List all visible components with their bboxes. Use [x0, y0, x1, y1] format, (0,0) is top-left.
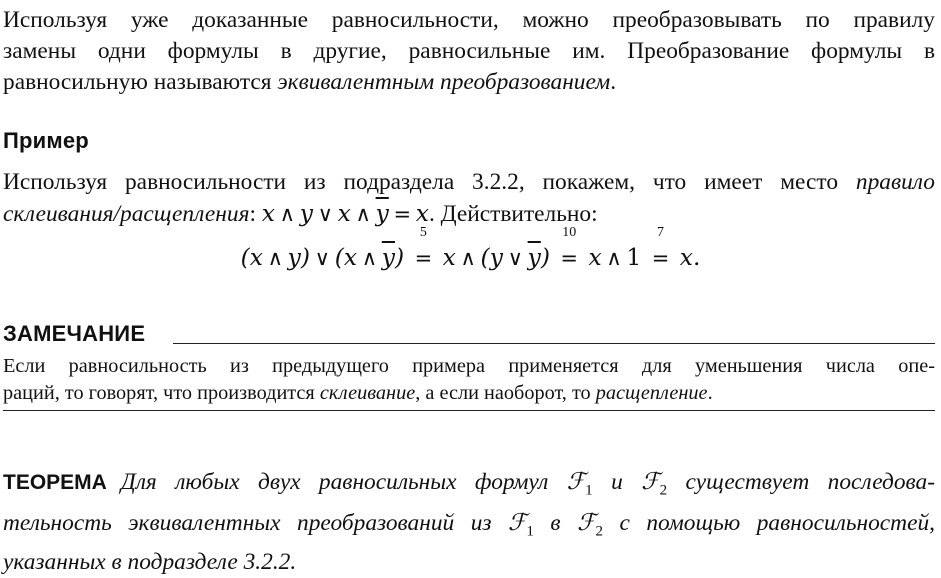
note-heading-rule: [173, 343, 935, 344]
formula-var-y: y: [287, 243, 301, 271]
theorem-line-1-end: существует последова-: [667, 469, 936, 495]
formula-equals-symbol: =: [651, 246, 670, 270]
formula-equals-symbol: =: [414, 246, 433, 270]
formula-var-x: x: [249, 243, 263, 271]
theorem-line-2-start: тельность эквивалентных преобразований из: [3, 509, 509, 536]
inline-var-y: y: [299, 199, 313, 227]
formula-equals-ref-5: [414, 225, 433, 276]
inline-var-y-negated: $\overline{y}$: [375, 199, 389, 227]
example-heading: Пример: [3, 128, 89, 153]
intro-line-3: [3, 67, 935, 98]
example-term-rule: правило: [855, 169, 935, 195]
theorem-line-2: [3, 507, 935, 548]
formula-or-symbol: ∨: [314, 246, 331, 270]
inline-or-symbol: ∨: [317, 202, 333, 226]
formula-var-x: x: [442, 243, 456, 271]
formula-var-y: y: [489, 243, 503, 271]
intro-line-3-start: равносильную называются: [3, 69, 278, 95]
theorem-preposition: в: [533, 509, 578, 536]
note-term-gluing: склеивание: [319, 382, 416, 404]
note-line-2: [3, 380, 935, 407]
inline-equals-symbol: =: [393, 202, 412, 226]
intro-line-1: Используя уже доказанные равносильности, можно преобразовывать по правилу: [3, 7, 935, 33]
theorem-line-2-end: с помощью равносильностей,: [602, 509, 935, 536]
formula-var-y-negated: $\overline{y}$: [527, 243, 541, 271]
display-formula: [0, 225, 941, 276]
formula-and-symbol: ∧: [361, 246, 378, 270]
formula-paren: (: [334, 243, 344, 271]
note-line-2-end: .: [707, 382, 713, 404]
formula-var-x: x: [679, 243, 693, 271]
formula-var-x: x: [588, 243, 602, 271]
formula-equals-ref-10: [560, 225, 579, 276]
example-term-gluing: склеивания/расщепления: [3, 201, 250, 227]
note-text: [3, 353, 935, 407]
theorem-line-1: [3, 466, 935, 507]
formula-or-symbol: ∨: [507, 246, 523, 270]
note-line-2-start: раций, то говорят, что производится: [3, 382, 320, 404]
formula-subscript: 2: [659, 482, 668, 499]
note-line-2-mid: , а если наоборот, то: [415, 382, 596, 404]
example-colon: :: [249, 201, 256, 227]
formula-subscript: 1: [585, 482, 593, 499]
equivalence-ref-number: 7: [657, 225, 665, 240]
formula-equals-ref-7: [651, 225, 670, 276]
example-line-1-start: Используя равносильности из подраздела 3.2.2, покажем, что имеет место: [3, 169, 856, 195]
inline-var-x: x: [415, 199, 429, 227]
formula-paren: ): [540, 243, 550, 271]
equivalence-ref-number: 5: [419, 225, 427, 240]
formula-paren: (: [240, 243, 250, 271]
formula-var-x: x: [343, 243, 358, 271]
intro-term-equivalent-transformation: эквивалентным преобразованием: [277, 69, 611, 95]
intro-line-2: замены одни формулы в другие, равносильные им. Преобразование формулы в: [3, 38, 935, 64]
formula-constant-one: 1: [626, 243, 642, 271]
intro-line-3-end: .: [610, 69, 617, 95]
formula-symbol-f: ℱ: [508, 507, 527, 536]
formula-and-symbol: ∧: [460, 246, 476, 270]
inline-and-symbol: ∧: [355, 202, 371, 226]
formula-period: .: [692, 243, 701, 271]
formula-var-y-negated: $\overline{y}$: [381, 243, 395, 271]
formula-symbol-f: ℱ: [566, 467, 586, 495]
inline-formula: [262, 199, 429, 227]
formula-and-symbol: ∧: [606, 246, 622, 270]
theorem-line-3: указанных в подразделе 3.2.2.: [3, 549, 297, 576]
formula-and-symbol: ∧: [267, 246, 283, 270]
intro-paragraph: [3, 5, 935, 98]
note-bottom-rule: [3, 410, 935, 411]
inline-var-x: x: [337, 199, 351, 227]
example-line-2: [3, 198, 935, 230]
example-line-1: [3, 167, 935, 198]
theorem-conjunction: и: [592, 469, 642, 495]
formula-subscript: 1: [526, 523, 534, 540]
example-line-2-end: . Действительно:: [428, 201, 598, 227]
inline-var-x: x: [261, 199, 275, 227]
formula-paren: ): [395, 243, 405, 271]
formula-paren: (: [480, 243, 490, 271]
equivalence-ref-number: 10: [562, 225, 577, 240]
note-term-splitting: расщепление: [595, 382, 708, 404]
formula-subscript: 2: [595, 523, 603, 540]
formula-paren: ): [300, 243, 310, 271]
example-paragraph: [3, 167, 935, 230]
theorem-block: [3, 466, 935, 578]
inline-and-symbol: ∧: [279, 202, 296, 226]
theorem-label: ТЕОРЕМА: [3, 471, 107, 494]
note-line-1: Если равносильность из предыдущего примера применяется для уменьшения числа опе-: [3, 355, 935, 377]
formula-symbol-f: ℱ: [577, 507, 596, 536]
formula-symbol-f: ℱ: [641, 467, 660, 495]
note-heading: ЗАМЕЧАНИЕ: [3, 321, 146, 346]
theorem-line-1-start: Для любых двух равносильных формул: [120, 469, 567, 495]
formula-equals-symbol: =: [560, 246, 579, 270]
